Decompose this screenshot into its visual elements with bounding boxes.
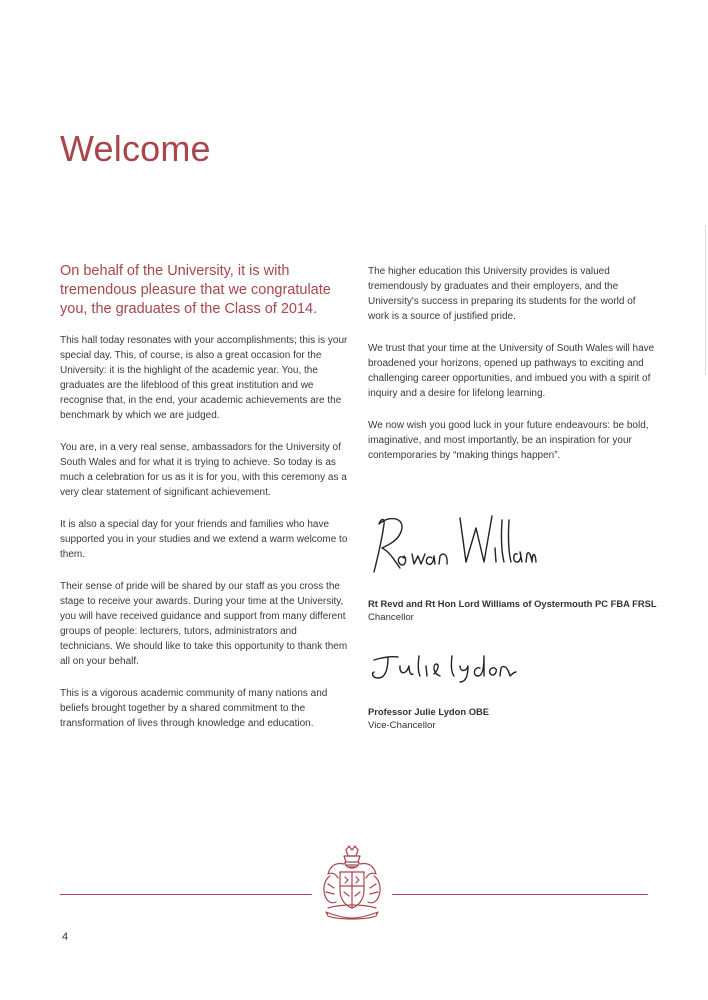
vice-chancellor-name: Professor Julie Lydon OBE	[368, 706, 490, 717]
vice-chancellor-signature-block	[368, 648, 668, 733]
body-paragraph: The higher education this University provides is valued tremendously by graduates and their employers, and the University's success in preparing its students for the world of work is a source of justified pride.	[368, 266, 636, 322]
body-paragraph: We trust that your time at the University of South Wales will have broadened your horizons, opened up pathways to exciting and challenging career opportunities, and imbued you with a spirit of inquiry and a desire for lifelong learning.	[368, 343, 655, 399]
body-paragraph: You are, in a very real sense, ambassadors for the University of South Wales and for what it is trying to achieve. So today is as much a celebration for us as it is for you, with this ceremony as a very clear statement of significant achievement.	[60, 442, 347, 498]
body-paragraph: Their sense of pride will be shared by our staff as you cross the stage to receive your awards. During your time at the University, you will have received guidance and support from many different groups of people: lecturers, tutors, administrators and technicians. We should like to take this opportunity to thank them all on your behalf.	[60, 581, 348, 667]
university-coat-of-arms-icon	[316, 844, 388, 922]
footer-rule-left	[60, 894, 312, 895]
vice-chancellor-role: Vice-Chancellor	[368, 720, 436, 731]
body-paragraph: We now wish you good luck in your future endeavours: be bold, imaginative, and most importantly, be an inspiration for your contemporaries by “making things happen”.	[368, 420, 649, 461]
chancellor-signature-block	[368, 510, 668, 625]
footer-rule-right	[392, 894, 648, 895]
page-number: 4	[62, 931, 69, 943]
chancellor-name: Rt Revd and Rt Hon Lord Williams of Oystermouth PC FBA FRSL	[368, 598, 657, 609]
body-paragraph: This is a vigorous academic community of many nations and beliefs brought together by a shared commitment to the transformation of lives through knowledge and education.	[60, 688, 328, 729]
scan-edge-divider	[705, 225, 706, 375]
chancellor-signature-icon	[368, 510, 538, 578]
lead-paragraph: On behalf of the University, it is with tremendous pleasure that we congratulate you, the graduates of the Class of 2014.	[60, 263, 331, 317]
body-paragraph: This hall today resonates with your accomplishments; this is your special day. This, of course, is also a great occasion for the University: it is the highlight of the academic year. You, the graduates are the lifeblood of this great institution and we recognise that, in the end, your academic achievements are the benchmark by which we are judged.	[60, 335, 348, 421]
vice-chancellor-signature-icon	[368, 648, 518, 688]
chancellor-role: Chancellor	[368, 612, 414, 623]
page-title: Welcome	[60, 128, 211, 169]
left-column	[60, 262, 348, 748]
right-column	[368, 264, 656, 480]
body-paragraph: It is also a special day for your friends and families who have supported you in your studies and we extend a warm welcome to them.	[60, 519, 348, 560]
